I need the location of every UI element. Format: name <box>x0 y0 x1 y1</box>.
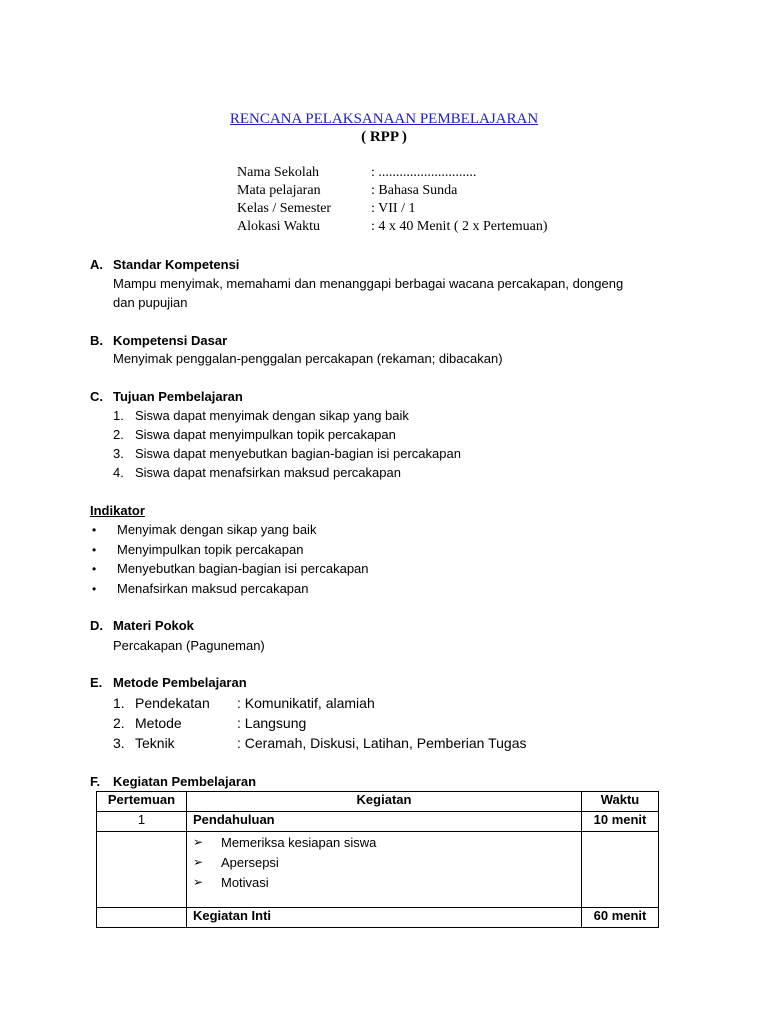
sub-item-text: Apersepsi <box>221 854 279 870</box>
list-number: 3. <box>113 446 124 461</box>
arrow-bullet-icon: ➢ <box>193 875 204 889</box>
list-item <box>193 852 575 872</box>
kegiatan-table <box>96 791 659 928</box>
indikator-heading: Indikator <box>90 503 145 518</box>
cell-sub-items <box>187 832 582 908</box>
section-letter-e: E. <box>90 675 103 690</box>
table-row <box>97 812 659 832</box>
list-number: 4. <box>113 465 124 480</box>
bullet-icon: • <box>92 543 97 557</box>
arrow-bullet-icon: ➢ <box>193 835 204 849</box>
section-letter-f: F. <box>90 774 101 789</box>
table-row <box>97 908 659 928</box>
list-item <box>193 832 575 852</box>
section-letter-d: D. <box>90 618 103 633</box>
info-value: : ............................ <box>371 165 477 180</box>
header-kegiatan: Kegiatan <box>187 792 582 812</box>
method-value: : Langsung <box>237 715 307 731</box>
header-pertemuan: Pertemuan <box>97 792 187 812</box>
header-waktu: Waktu <box>582 792 659 812</box>
section-text-a-1: Mampu menyimak, memahami dan menanggapi berbagai wacana percakapan, dongeng <box>113 276 624 291</box>
section-heading-e: Metode Pembelajaran <box>113 675 247 690</box>
section-heading-c: Tujuan Pembelajaran <box>113 389 243 404</box>
section-letter-c: C. <box>90 389 103 404</box>
bullet-item: Menyimpulkan topik percakapan <box>117 542 304 557</box>
list-number: 3. <box>113 735 125 751</box>
cell-empty <box>97 832 187 908</box>
arrow-bullet-icon: ➢ <box>193 855 204 869</box>
cell-waktu: 60 menit <box>582 908 659 928</box>
cell-kegiatan: Pendahuluan <box>187 812 582 832</box>
list-item: Siswa dapat menyimak dengan sikap yang baik <box>135 408 409 423</box>
bullet-icon: • <box>92 523 97 537</box>
sub-item-text: Motivasi <box>221 874 269 890</box>
method-label: Teknik <box>135 735 175 751</box>
section-heading-a: Standar Kompetensi <box>113 257 240 272</box>
list-number: 2. <box>113 715 125 731</box>
method-value: : Komunikatif, alamiah <box>237 695 375 711</box>
info-value: : 4 x 40 Menit ( 2 x Pertemuan) <box>371 219 548 234</box>
cell-empty <box>582 832 659 908</box>
info-label: Nama Sekolah <box>237 165 320 180</box>
section-letter-b: B. <box>90 333 103 348</box>
section-heading-f: Kegiatan Pembelajaran <box>113 774 257 789</box>
section-text-b: Menyimak penggalan-penggalan percakapan (rekaman; dibacakan) <box>113 351 503 366</box>
bullet-icon: • <box>92 582 97 596</box>
info-value: : Bahasa Sunda <box>371 183 458 198</box>
info-label: Kelas / Semester <box>237 201 332 216</box>
info-label: Mata pelajaran <box>237 183 321 198</box>
document-title: RENCANA PELAKSANAAN PEMBELAJARAN <box>229 111 539 127</box>
list-item <box>193 872 575 892</box>
document-subtitle: ( RPP ) <box>361 129 407 145</box>
list-number: 1. <box>113 408 124 423</box>
bullet-item: Menafsirkan maksud percakapan <box>117 581 309 596</box>
list-item: Siswa dapat menyimpulkan topik percakapan <box>135 427 396 442</box>
section-letter-a: A. <box>90 257 103 272</box>
section-text-a-2: dan pupujian <box>113 295 188 310</box>
cell-empty <box>97 908 187 928</box>
list-number: 2. <box>113 427 124 442</box>
bullet-item: Menyebutkan bagian-bagian isi percakapan <box>117 561 369 576</box>
section-text-d: Percakapan (Paguneman) <box>113 638 265 653</box>
list-item: Siswa dapat menyebutkan bagian-bagian isi percakapan <box>135 446 461 461</box>
method-value: : Ceramah, Diskusi, Latihan, Pemberian Tugas <box>237 735 527 751</box>
cell-pertemuan: 1 <box>97 812 187 832</box>
table-row <box>97 832 659 908</box>
section-heading-b: Kompetensi Dasar <box>113 333 228 348</box>
method-label: Metode <box>135 715 182 731</box>
info-label: Alokasi Waktu <box>237 219 320 234</box>
table-header-row <box>97 792 659 812</box>
cell-kegiatan: Kegiatan Inti <box>187 908 582 928</box>
cell-waktu: 10 menit <box>582 812 659 832</box>
sub-item-text: Memeriksa kesiapan siswa <box>221 834 377 850</box>
bullet-item: Menyimak dengan sikap yang baik <box>117 522 317 537</box>
list-number: 1. <box>113 695 125 711</box>
list-item: Siswa dapat menafsirkan maksud percakapan <box>135 465 401 480</box>
section-heading-d: Materi Pokok <box>113 618 194 633</box>
info-value: : VII / 1 <box>371 201 416 216</box>
method-label: Pendekatan <box>135 695 210 711</box>
bullet-icon: • <box>92 562 97 576</box>
